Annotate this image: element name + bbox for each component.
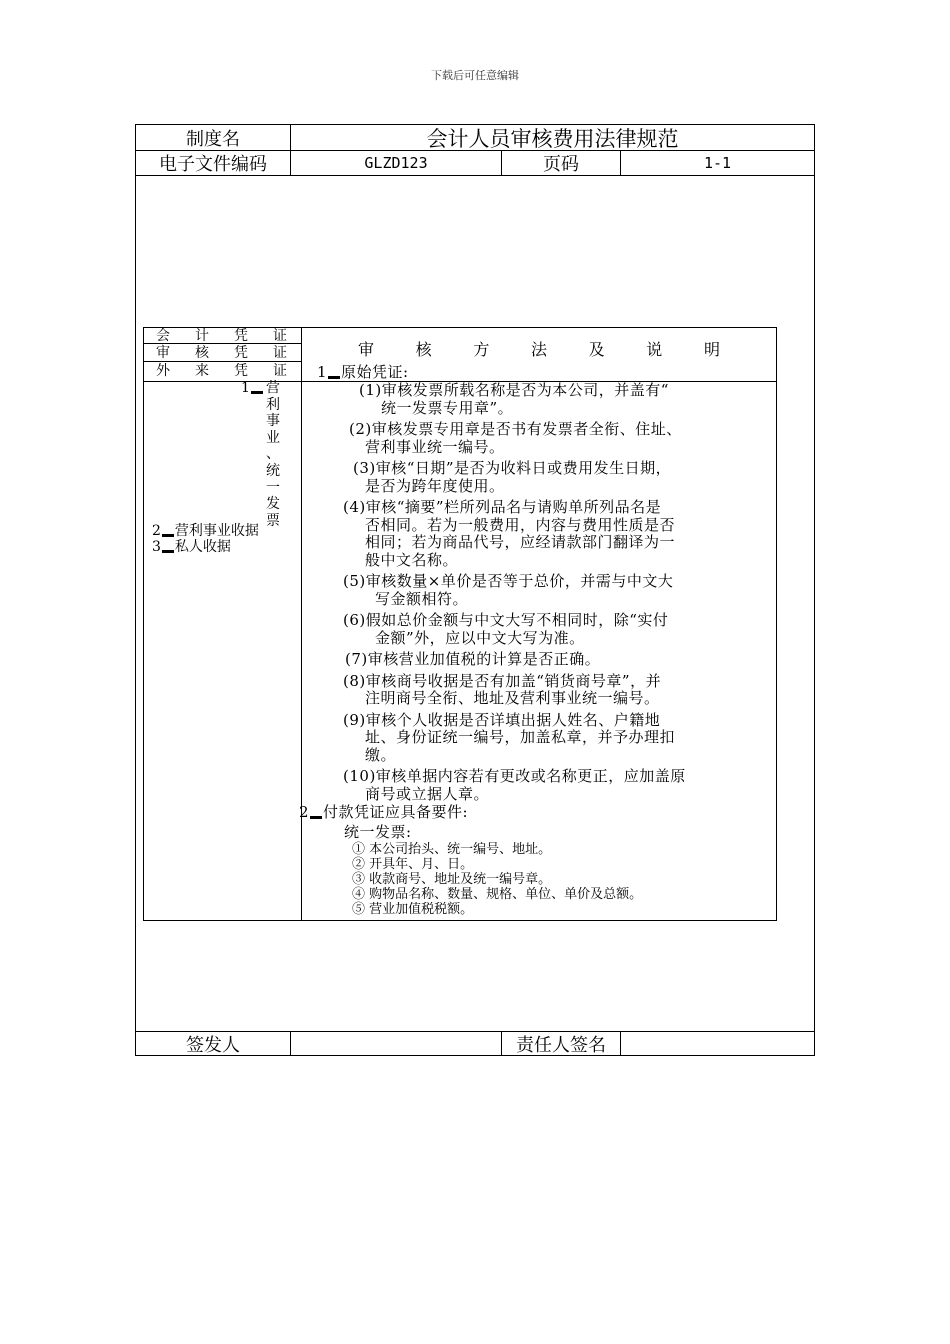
file-code-label: 电子文件编码	[159, 154, 267, 175]
right-header: 审 核 方 法 及 说 明	[358, 340, 720, 359]
page-value: 1-1	[703, 154, 732, 172]
left-item-2: 2 营利事业收据	[152, 523, 259, 539]
review-item-line: (3)审核“日期”是否为收料日或费用发生日期，	[353, 459, 672, 477]
responsible-label: 责任人签名	[516, 1034, 606, 1056]
required-element-item: ① 本公司抬头、统一编号、地址。	[352, 842, 552, 857]
review-item-line: 缴。	[365, 745, 397, 764]
left-header-review: 审 核 凭 证	[156, 345, 287, 361]
review-item-line: (7)审核营业加值税的计算是否正确。	[345, 650, 601, 668]
section-2-title: 2 付款凭证应具备要件:	[299, 803, 469, 821]
review-item-line: 是否为跨年度使用。	[365, 476, 505, 495]
required-element-item: ③ 收款商号、地址及统一编号章。	[352, 872, 552, 887]
review-item-line: (2)审核发票专用章是否书有发票者全衔、住址、	[349, 420, 682, 438]
review-item-line: 相同；若为商品代号，应经请款部门翻译为一	[365, 533, 676, 551]
review-item-line: (10)审核单据内容若有更改或名称更正，应加盖原	[343, 767, 686, 785]
left-item-1-text: 营 利 事 业 、 统 一 发 票	[266, 380, 280, 529]
review-item-line: 写金额相符。	[375, 589, 469, 608]
review-item-line: 统一发票专用章”。	[381, 398, 514, 417]
system-name-value: 会计人员审核费用法律规范	[426, 126, 679, 151]
review-item-line: 商号或立据人章。	[365, 784, 490, 803]
review-item-line: 否相同。若为一般费用，内容与费用性质是否	[365, 515, 676, 534]
review-item-line: (1)审核发票所载名称是否为本公司，并盖有“	[359, 381, 669, 399]
review-item-line: 金额”外，应以中文大写为准。	[375, 628, 585, 647]
left-header-external: 外 来 凭 证	[156, 363, 287, 379]
review-item-line: 注明商号全衔、地址及营利事业统一编号。	[365, 689, 660, 707]
responsible-value	[621, 1032, 814, 1055]
left-header-accounting: 会 计 凭 证	[156, 328, 287, 344]
required-element-item: ④ 购物品名称、数量、规格、单位、单价及总额。	[352, 887, 643, 902]
left-item-3: 3 私人收据	[152, 539, 231, 555]
issuer-value	[291, 1032, 501, 1055]
section-2-subtitle: 统一发票:	[344, 823, 412, 841]
review-item-line: (5)审核数量×单价是否等于总价，并需与中文大	[343, 572, 674, 590]
section-1-items	[302, 382, 776, 802]
review-item-line: (4)审核“摘要”栏所列品名与请购单所列品名是	[343, 498, 662, 516]
issuer-label: 签发人	[186, 1034, 240, 1056]
file-code-value: GLZD123	[364, 154, 428, 172]
left-item-1-num: 1	[241, 380, 264, 396]
review-item-line: (9)审核个人收据是否详填出据人姓名、户籍地	[343, 710, 661, 729]
review-item-line: 般中文名称。	[365, 550, 459, 569]
system-name-label: 制度名	[186, 128, 240, 150]
voucher-review-table	[143, 327, 777, 921]
page-label: 页码	[543, 154, 579, 175]
review-item-line: 营利事业统一编号。	[365, 437, 505, 456]
review-item-line: 址、身份证统一编号，加盖私章，并予办理扣	[365, 728, 676, 746]
required-element-item: ② 开具年、月、日。	[352, 857, 474, 872]
review-item-line: (6)假如总价金额与中文大写不相同时，除“实付	[343, 611, 669, 629]
top-note: 下载后可任意编辑	[431, 69, 519, 82]
section-1-title: 1 原始凭证:	[317, 363, 409, 381]
required-element-item: ⑤ 营业加值税税额。	[352, 902, 474, 917]
review-item-line: (8)审核商号收据是否有加盖“销货商号章”，并	[343, 671, 662, 690]
